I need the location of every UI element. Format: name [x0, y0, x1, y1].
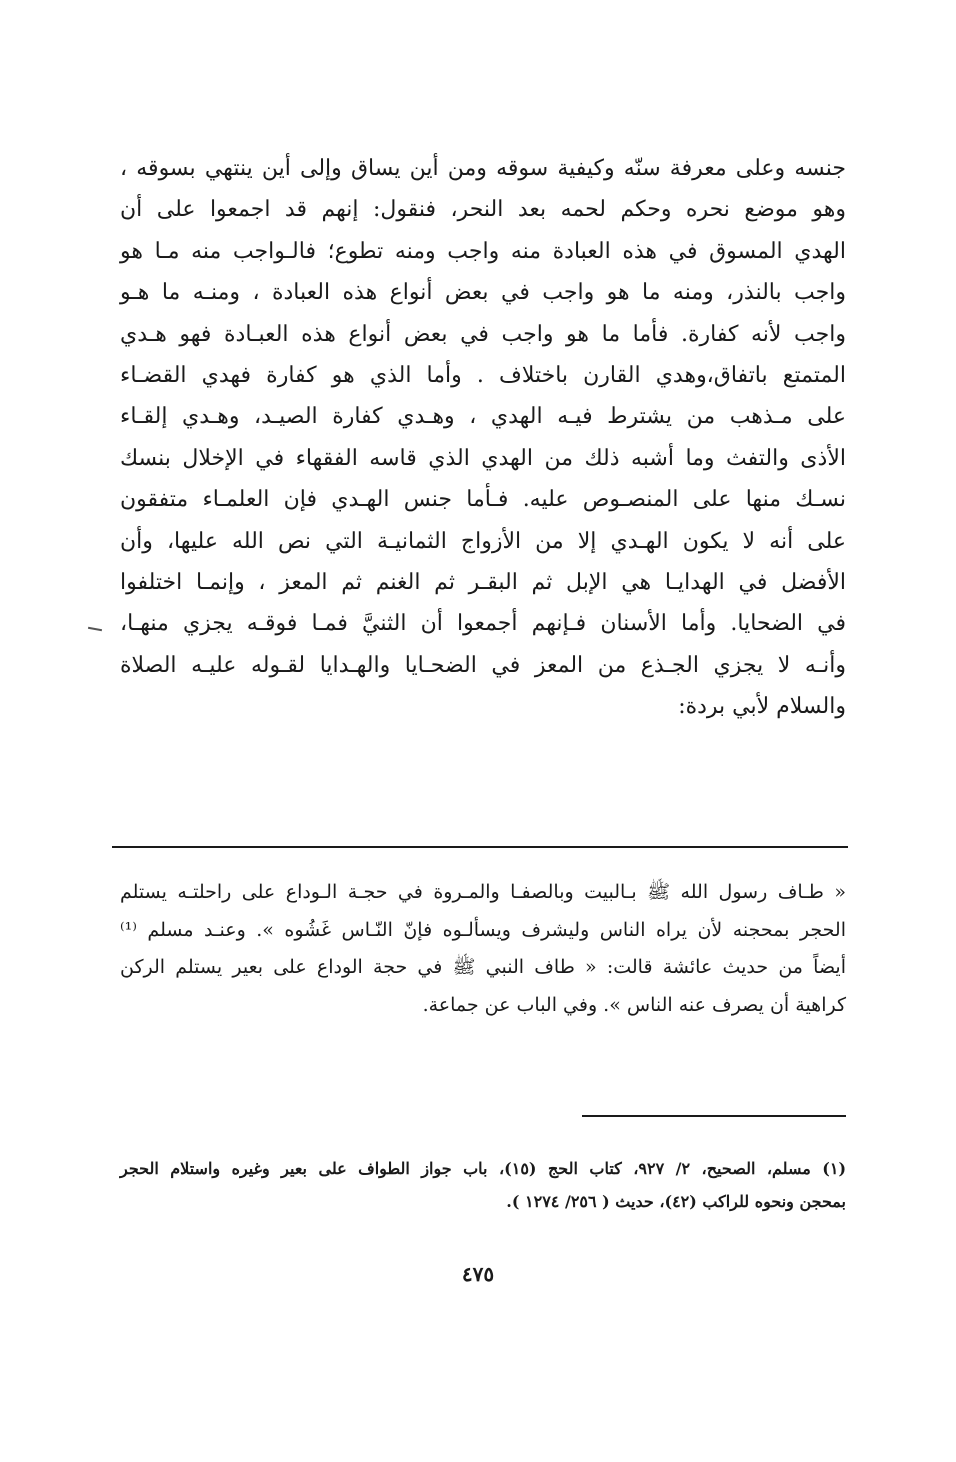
quote-line-2: الحجر بمحجنه لأن يراه الناس وليشرف ويسألـوه فإنّ النّـاس غَشُوه ». وعنـد مسلم ⁽¹⁾ — [120, 918, 846, 941]
main-text-line-10: على أنه لا يكون الهـدي إلا من الأزواج الثمانيـة التي نص الله عليها، وأن — [120, 528, 846, 554]
footnote-line-2: بمحجن ونحوه للراكب (٤٢)، حديث ( ٢٥٦/ ١٢٧٤ ). — [506, 1192, 846, 1211]
main-text-line-9: نسـك منها على المنصـوص عليه. فـأما جنس الهـدي فإن العلمـاء متفقون — [120, 487, 846, 513]
main-text-line-1: جنسه وعلى معرفة سنّه وكيفية سوقه ومن أين يساق وإلى أين ينتهي بسوقه ، — [120, 156, 846, 181]
footnote-line-1: (١) مسلم، الصحيح، ٢/ ٩٢٧، كتاب الحج (١٥)، باب جواز الطواف على بعير وغيره واستلام الحجر — [120, 1159, 847, 1178]
main-text-line-5: واجب لأنه كفارة. فأما ما هو واجب في بعض أنواع هذه العبـادة فهو هـدي — [120, 321, 846, 347]
quoted-hadith-text — [120, 874, 846, 1024]
main-text-line-3: الهدي المسوق في هذه العبادة منه واجب ومنه تطوع؛ فالـواجب منه مـا هو — [120, 238, 846, 264]
main-divider-rule — [112, 846, 848, 848]
footnote-divider-rule — [582, 1115, 846, 1117]
margin-mark — [88, 627, 102, 631]
main-text-line-6: المتمتع باتفاق،وهدي القارن باختلاف . وأما الذي هو كفارة فهدي القضـاء — [120, 362, 846, 388]
quote-line-3: أيضاً من حديث عائشة قالت: « طاف النبي ﷺ في حجة الوداع على بعير يستلم الركن — [120, 956, 846, 978]
quote-line-4: كراهية أن يصرف عنه الناس ». وفي الباب عن جماعة. — [422, 993, 846, 1016]
main-text-line-14: والسلام لأبي بردة: — [678, 694, 846, 720]
main-text-line-11: الأفضل في الهدايـا هي الإبل ثم البقـر ثم الغنم ثم المعز ، وإنمـا اختلفوا — [120, 569, 846, 595]
quote-line-1: « طـاف رسول الله ﷺ بـالبيت وبالصفـا والمـروة في حجـة الـوداع على راحلتـه يستلم — [120, 881, 846, 903]
main-body-text — [120, 148, 846, 727]
footnote — [120, 1152, 846, 1218]
main-text-line-13: وأنـه لا يجزي الجـذع من المعز في الضحـايا والهـدايا لقـوله عليـه الصلاة — [120, 652, 846, 678]
main-text-line-7: على مـذهب من يشترط فيـه الهدي ، وهـدي كفارة الصيـد، وهـدي إلقـاء — [120, 404, 846, 430]
main-text-line-2: وهو موضع نحره وحكم لحمه بعد النحر، فنقول: إنهم قد اجمعوا على أن — [120, 197, 846, 223]
main-text-line-12: في الضحايا. وأما الأسنان فـإنهم أجمعوا أن الثنيَّ فمـا فوقـه يجزي منهـا، — [120, 611, 846, 637]
main-text-line-4: واجب بالنذر، ومنه ما هو واجب في بعض أنواع هذه العبادة ، ومنـه ما هـو — [120, 280, 846, 306]
page-number: ٤٧٥ — [461, 1262, 495, 1286]
main-text-line-8: الأذى والتفث وما أشبه ذلك من الهدي الذي قاسه الفقهاء في الإخلال بنسك — [120, 445, 846, 471]
